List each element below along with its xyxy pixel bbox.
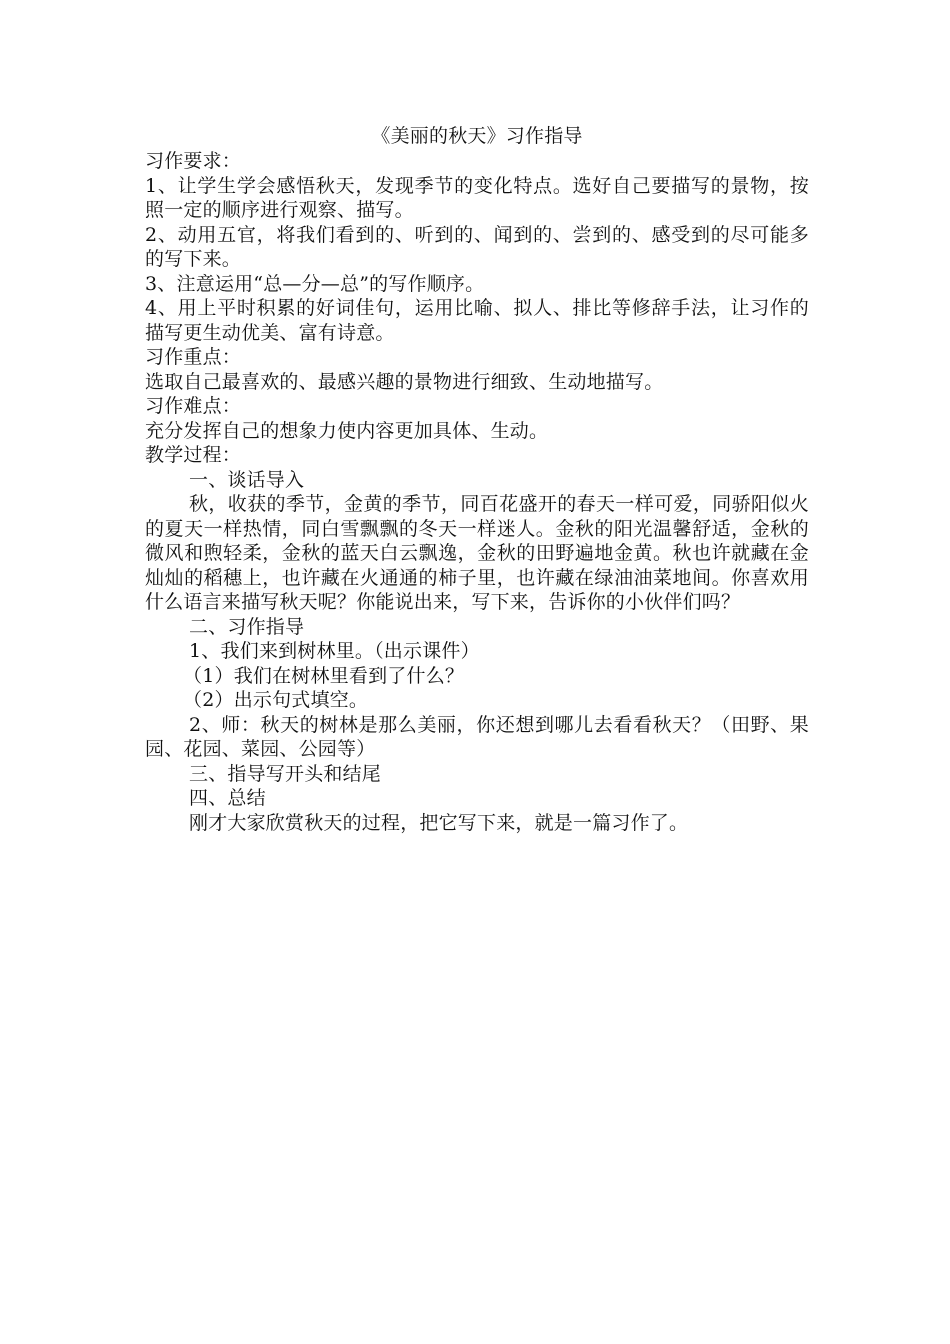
section1-text: 秋，收获的季节，金黄的季节，同百花盛开的春天一样可爱，同骄阳似火的夏天一样热情，同白雪飘飘的冬天一样迷人。金秋的阳光温馨舒适，金秋的微风和煦轻柔，金秋的蓝天白云飘逸，金秋的田野遍地金黄。秋也许就藏在金灿灿的稻穗上，也许藏在火通通的柿子里，也许藏在绿油油菜地间。你喜欢用什么语言来描写秋天呢？你能说出来，写下来，告诉你的小伙伴们吗？	[145, 493, 809, 613]
requirements-heading: 习作要求：	[145, 150, 242, 172]
requirement-item-4: 4、用上平时积累的好词佳句，运用比喻、拟人、排比等修辞手法，让习作的描写更生动优美、富有诗意。	[145, 297, 809, 344]
section1-heading: 一、谈话导入	[189, 468, 305, 491]
focus-heading: 习作重点：	[145, 346, 242, 368]
section2-sub-2: （2）出示句式填空。	[183, 689, 369, 711]
requirement-item-3: 3、注意运用“总—分—总”的写作顺序。	[145, 272, 485, 295]
difficulty-heading: 习作难点：	[145, 395, 242, 417]
section4-heading: 四、总结	[189, 787, 266, 809]
section2-heading: 二、习作指导	[189, 615, 305, 638]
focus-text: 选取自己最喜欢的、最感兴趣的景物进行细致、生动地描写。	[145, 370, 664, 393]
section4-text: 刚才大家欣赏秋天的过程，把它写下来，就是一篇习作了。	[189, 811, 689, 834]
requirement-item-1: 1、让学生学会感悟秋天，发现季节的变化特点。选好自己要描写的景物，按照一定的顺序进行观察、描写。	[145, 174, 809, 221]
section2-item-2: 2、师：秋天的树林是那么美丽，你还想到哪儿去看看秋天？（田野、果园、花园、菜园、公园等）	[145, 713, 809, 760]
difficulty-text: 充分发挥自己的想象力使内容更加具体、生动。	[145, 419, 549, 442]
section2-item-1: 1、我们来到树林里。（出示课件）	[189, 640, 480, 662]
section3-heading: 三、指导写开头和结尾	[189, 762, 382, 785]
section2-sub-1: （1）我们在树林里看到了什么？	[183, 664, 465, 687]
process-heading: 教学过程：	[145, 444, 242, 466]
document-body	[145, 120, 809, 835]
document-title: 《美丽的秋天》习作指导	[371, 125, 583, 147]
requirement-item-2: 2、动用五官，将我们看到的、听到的、闻到的、尝到的、感受到的尽可能多的写下来。	[145, 223, 809, 270]
